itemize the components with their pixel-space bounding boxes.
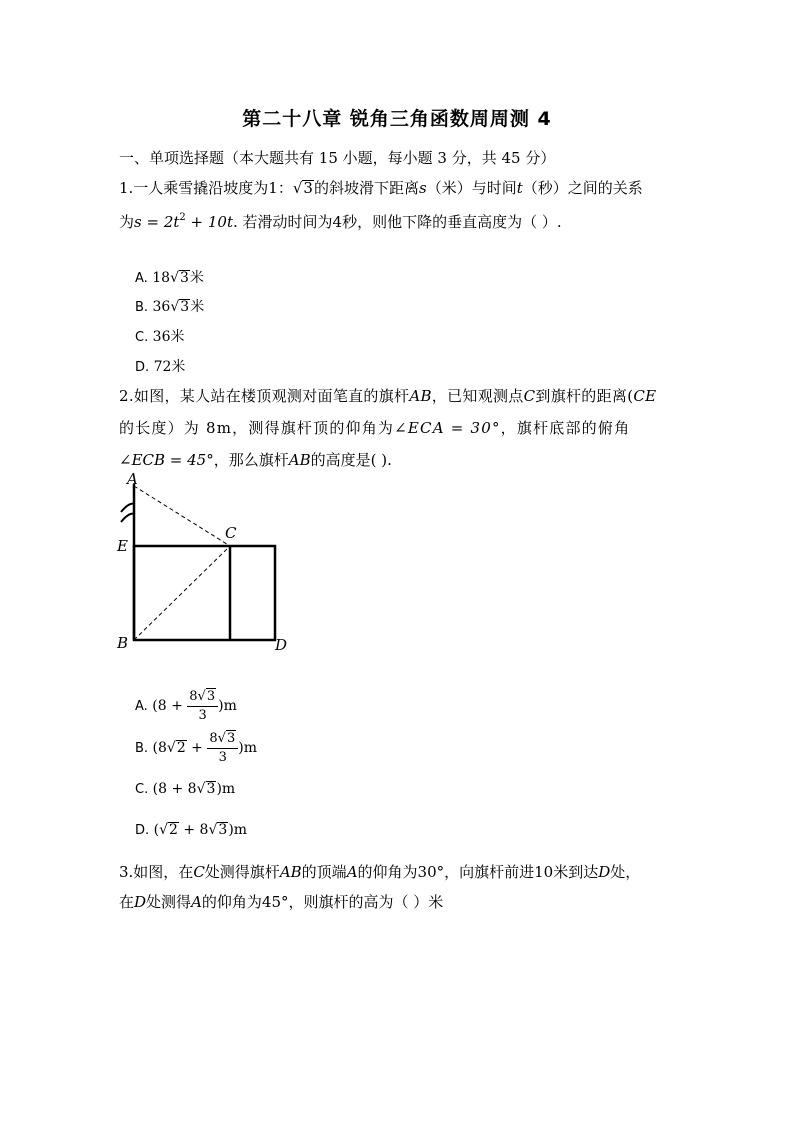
var-s: s <box>418 179 427 197</box>
q2-line1: 2.如图，某人站在楼顶观测对面笔直的旗杆AB，已知观测点C到旗杆的距离(CE <box>119 387 657 405</box>
q3-line1: 3.如图，在C处测得旗杆AB的顶端A的仰角为30°，向旗杆前进10米到达D处， <box>119 863 641 881</box>
label-e: E <box>117 537 128 555</box>
q2-option-d[interactable]: D. (√2 + 8√3)m <box>135 822 248 838</box>
section-heading: 一、单项选择题（本大题共有 15 小题，每小题 3 分，共 45 分） <box>119 149 556 167</box>
sqrt-3: √3 <box>292 179 313 197</box>
q1-option-c[interactable]: C. 36米 <box>135 329 185 345</box>
label-d: D <box>275 636 288 652</box>
label-a: A <box>127 470 138 488</box>
q2-option-b[interactable]: B. (8√2 + $\frac{8√3}{3}$ )m <box>135 730 257 765</box>
q2-option-c[interactable]: C. (8 + 8√3)m <box>135 781 236 797</box>
q1-equation: s = 2t <box>134 213 180 231</box>
q1-text-f: . 若滑动时间为4秒，则他下降的垂直高度为（ ）. <box>233 213 562 231</box>
sight-line-cb <box>134 546 230 640</box>
q1-text-e: 为 <box>119 213 135 231</box>
label-b: B <box>117 634 129 652</box>
sight-line-ca <box>134 486 230 546</box>
var-t: t <box>516 179 523 197</box>
q3-line2: 在D处测得A的仰角为45°，则旗杆的高为（ ）米 <box>119 893 444 911</box>
q2-line2: 的长度）为 8m，测得旗杆顶的仰角为∠ECA = 30°，旗杆底部的俯角 <box>119 419 631 437</box>
q2-option-a[interactable]: A. (8 + $\frac{8√3}{3}$ )m <box>135 688 237 723</box>
fraction: $\frac{8√3}{3}$ <box>207 730 238 767</box>
page-title: 第二十八章 锐角三角函数周周测 4 <box>242 108 552 130</box>
q1-text-c: （米）与时间 <box>426 179 517 197</box>
q1-line1 <box>119 178 643 198</box>
q1-exponent: 2 <box>179 212 186 223</box>
q1-option-b[interactable]: B. 36√3米 <box>135 299 205 315</box>
q1-text-d: （秒）之间的关系 <box>522 179 643 197</box>
label-c: C <box>225 524 237 542</box>
q1-option-a[interactable]: A. 18√3米 <box>135 270 204 286</box>
q1-text-a: 1.一人乘雪撬沿坡度为1： <box>119 179 293 197</box>
q1-equation-b: + 10t <box>185 213 233 231</box>
q1-line2 <box>119 208 562 232</box>
building-outline <box>134 546 275 640</box>
fraction: $\frac{8√3}{3}$ <box>187 688 218 725</box>
q2-line3: ∠ECB = 45°，那么旗杆AB的高度是( ). <box>119 451 392 469</box>
q1-text-b: 的斜坡滑下距离 <box>313 179 419 197</box>
q1-option-d[interactable]: D. 72米 <box>135 359 186 375</box>
flagpole-figure <box>113 470 293 652</box>
